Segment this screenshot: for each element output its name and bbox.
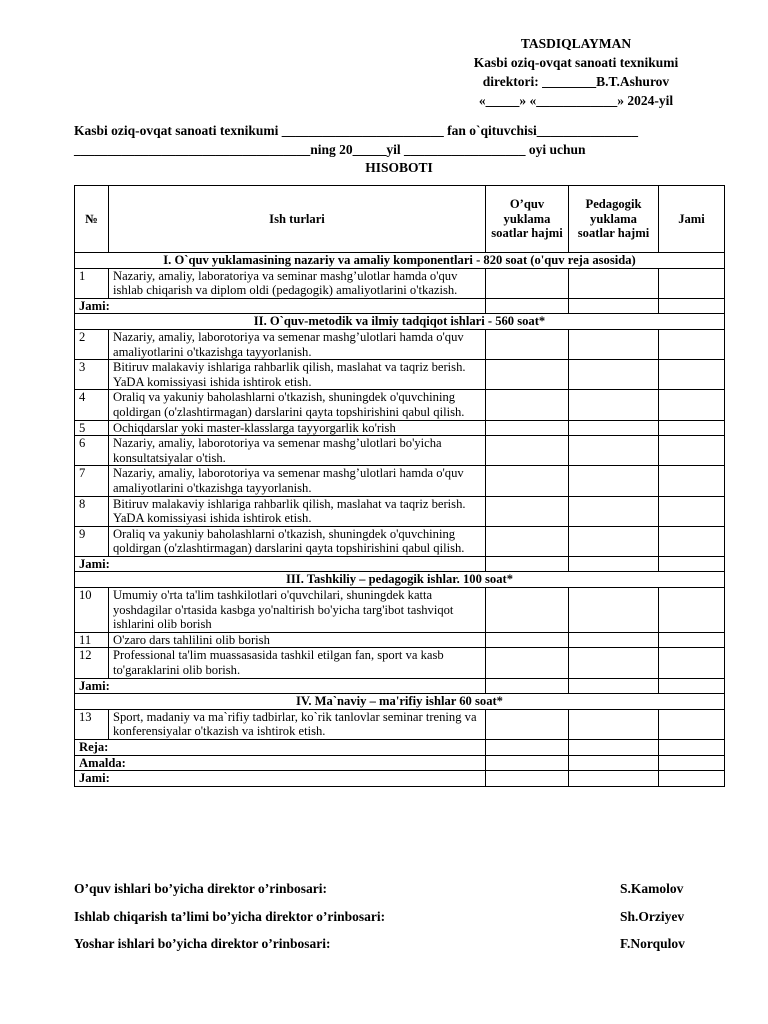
row-description: O'zaro dars tahlilini olib borish (109, 632, 486, 648)
report-table (74, 185, 725, 787)
row-description: Nazariy, amaliy, laboratoriya va seminar mashg’ulotlar hamda o'quv ishlab chiqarish va diplom oldi (pedagogik) amaliyotlarini o'tkazish. (109, 268, 486, 298)
value-cell (486, 360, 569, 390)
footer-label: Jami: (75, 771, 486, 787)
value-cell (659, 436, 725, 466)
table-row (75, 436, 725, 466)
section-row (75, 694, 725, 710)
value-cell (486, 771, 569, 787)
footer-row (75, 755, 725, 771)
value-cell (659, 466, 725, 496)
value-cell (569, 268, 659, 298)
value-cell (659, 588, 725, 633)
value-cell (569, 496, 659, 526)
value-cell (659, 632, 725, 648)
value-cell (486, 298, 569, 314)
value-cell (486, 556, 569, 572)
header-number: № (75, 186, 109, 253)
table-header-row (75, 186, 725, 253)
table-row (75, 632, 725, 648)
row-description: Oraliq va yakuniy baholashlarni o'tkazish, shuningdek o'quvchining qoldirgan (o'zlashtirmagan) darslarini qayta topshirishini qabul qilish. (109, 390, 486, 420)
value-cell (569, 632, 659, 648)
value-cell (659, 329, 725, 359)
value-cell (659, 740, 725, 756)
signature-name: Sh.Orziyev (620, 909, 685, 924)
value-cell (486, 755, 569, 771)
value-cell (569, 709, 659, 739)
value-cell (486, 678, 569, 694)
section-row (75, 314, 725, 330)
section-title: II. O`quv-metodik va ilmiy tadqiqot ishlari - 560 soat* (75, 314, 725, 330)
section-total-row (75, 556, 725, 572)
heading-line-2: ___________________________________ning 20_____yil __________________ oyi uchun (74, 141, 586, 157)
value-cell (569, 329, 659, 359)
footer-row (75, 771, 725, 787)
value-cell (486, 390, 569, 420)
section-total-row (75, 678, 725, 694)
table-row (75, 329, 725, 359)
section-title: III. Tashkiliy – pedagogik ishlar. 100 soat* (75, 572, 725, 588)
row-description: Bitiruv malakaviy ishlariga rahbarlik qilish, maslahat va taqriz berish. YaDA komissiyasi ishida ishtirok etish. (109, 360, 486, 390)
value-cell (569, 556, 659, 572)
row-number: 3 (75, 360, 109, 390)
value-cell (569, 588, 659, 633)
row-number: 7 (75, 466, 109, 496)
value-cell (569, 390, 659, 420)
value-cell (486, 648, 569, 678)
table-row (75, 420, 725, 436)
row-number: 4 (75, 390, 109, 420)
total-label: Jami: (75, 556, 486, 572)
table-row (75, 360, 725, 390)
signature-line (74, 881, 724, 897)
row-number: 2 (75, 329, 109, 359)
signature-role: Ishlab chiqarish ta’limi bo’yicha direktor o’rinbosari: (74, 909, 386, 924)
value-cell (486, 740, 569, 756)
value-cell (486, 632, 569, 648)
row-number: 6 (75, 436, 109, 466)
signature-role: Yoshar ishlari bo’yicha direktor o’rinbosari: (74, 936, 331, 951)
row-description: Nazariy, amaliy, laborotoriya va semenar mashg’ulotlari hamda o'quv amaliyotlarini o'tkazishga tayyorlanish. (109, 329, 486, 359)
row-number: 8 (75, 496, 109, 526)
total-label: Jami: (75, 298, 486, 314)
table-row (75, 709, 725, 739)
value-cell (486, 268, 569, 298)
table-row (75, 648, 725, 678)
signature-role: O’quv ishlari bo’yicha direktor o’rinbosari: (74, 881, 328, 896)
header-work-types: Ish turlari (109, 186, 486, 253)
report-title: HISOBOTI (365, 160, 433, 175)
approval-title: TASDIQLAYMAN (520, 36, 632, 51)
approval-block (440, 34, 712, 110)
value-cell (569, 678, 659, 694)
value-cell (659, 298, 725, 314)
value-cell (569, 420, 659, 436)
approval-line-1: Kasbi oziq-ovqat sanoati texnikumi (473, 55, 679, 70)
value-cell (486, 588, 569, 633)
row-description: Sport, madaniy va ma`rifiy tadbirlar, ko`rik tanlovlar seminar trening va konferensiyalar o'tkazish va ishtirok etish. (109, 709, 486, 739)
row-description: Bitiruv malakaviy ishlariga rahbarlik qilish, maslahat va taqriz berish. YaDA komissiyasi ishida ishtirok etish. (109, 496, 486, 526)
value-cell (486, 420, 569, 436)
footer-label: Amalda: (75, 755, 486, 771)
value-cell (486, 329, 569, 359)
value-cell (659, 771, 725, 787)
approval-line-3: «_____» «____________» 2024-yil (478, 93, 674, 108)
table-row (75, 268, 725, 298)
row-number: 5 (75, 420, 109, 436)
value-cell (659, 678, 725, 694)
signature-name: S.Kamolov (620, 881, 684, 896)
value-cell (486, 436, 569, 466)
header-study-hours: O’quv yuklama soatlar hajmi (486, 186, 569, 253)
value-cell (486, 496, 569, 526)
value-cell (486, 466, 569, 496)
value-cell (569, 436, 659, 466)
value-cell (569, 298, 659, 314)
row-number: 9 (75, 526, 109, 556)
footer-label: Reja: (75, 740, 486, 756)
value-cell (569, 526, 659, 556)
value-cell (569, 648, 659, 678)
value-cell (569, 740, 659, 756)
row-description: Umumiy o'rta ta'lim tashkilotlari o'quvchilari, shuningdek katta yoshdagilar o'rtasida kasbga yo'naltirish bo'yicha targ'ibot tashviqot ishlarini olib borish (109, 588, 486, 633)
signature-name: F.Norqulov (620, 936, 685, 951)
value-cell (569, 771, 659, 787)
row-number: 10 (75, 588, 109, 633)
table-row (75, 466, 725, 496)
section-title: I. O`quv yuklamasining nazariy va amaliy komponentlari - 820 soat (o'quv reja asosida) (75, 253, 725, 269)
value-cell (659, 268, 725, 298)
table-row (75, 588, 725, 633)
signature-line (74, 909, 724, 925)
table-row (75, 390, 725, 420)
value-cell (569, 466, 659, 496)
row-description: Nazariy, amaliy, laborotoriya va semenar mashg’ulotlari bo'yicha konsultatsiyalar o'tish. (109, 436, 486, 466)
row-description: Professional ta'lim muassasasida tashkil etilgan fan, sport va kasb to'garaklarini olib borish. (109, 648, 486, 678)
value-cell (659, 556, 725, 572)
value-cell (486, 526, 569, 556)
value-cell (569, 755, 659, 771)
heading-line-1: Kasbi oziq-ovqat sanoati texnikumi ________________________ fan o`qituvchisi_______________ (74, 123, 639, 138)
row-description: Oraliq va yakuniy baholashlarni o'tkazish, shuningdek o'quvchining qoldirgan (o'zlashtirmagan) darslarini qayta topshirishini qabul qilish. (109, 526, 486, 556)
row-number: 11 (75, 632, 109, 648)
row-number: 13 (75, 709, 109, 739)
value-cell (569, 360, 659, 390)
value-cell (659, 360, 725, 390)
row-description: Ochiqdarslar yoki master-klasslarga tayyorgarlik ko'rish (109, 420, 486, 436)
row-number: 12 (75, 648, 109, 678)
value-cell (659, 526, 725, 556)
header-total: Jami (659, 186, 725, 253)
report-table-body (75, 186, 725, 787)
section-title: IV. Ma`naviy – ma'rifiy ishlar 60 soat* (75, 694, 725, 710)
value-cell (486, 709, 569, 739)
section-row (75, 572, 725, 588)
table-row (75, 526, 725, 556)
report-heading (74, 122, 724, 178)
header-pedagogical-hours: Pedagogik yuklama soatlar hajmi (569, 186, 659, 253)
section-row (75, 253, 725, 269)
value-cell (659, 755, 725, 771)
value-cell (659, 648, 725, 678)
footer-row (75, 740, 725, 756)
value-cell (659, 496, 725, 526)
section-total-row (75, 298, 725, 314)
total-label: Jami: (75, 678, 486, 694)
row-description: Nazariy, amaliy, laborotoriya va semenar mashg’ulotlari hamda o'quv amaliyotlarini o'tkazishga tayyorlanish. (109, 466, 486, 496)
table-row (75, 496, 725, 526)
value-cell (659, 390, 725, 420)
approval-line-2: direktori: ________B.T.Ashurov (482, 74, 670, 89)
signature-line (74, 936, 724, 952)
row-number: 1 (75, 268, 109, 298)
value-cell (659, 420, 725, 436)
value-cell (659, 709, 725, 739)
